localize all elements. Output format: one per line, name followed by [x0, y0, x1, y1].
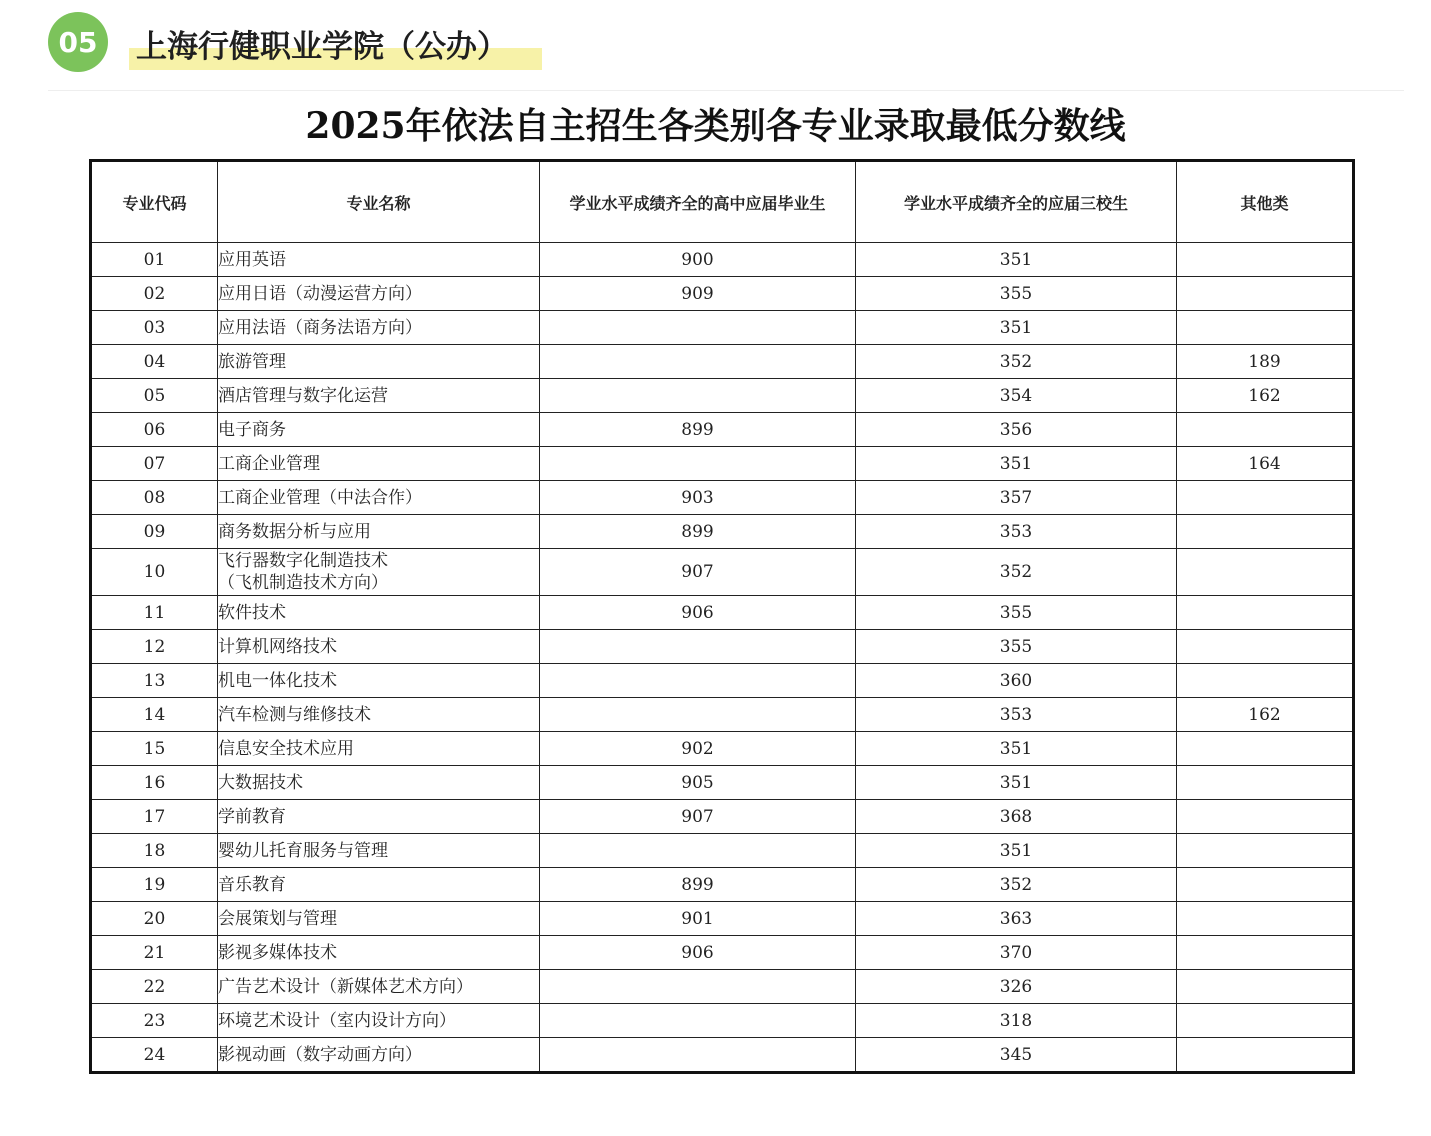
- three-school-score-cell: 357: [856, 481, 1177, 515]
- other-score-cell: [1177, 311, 1354, 345]
- high-school-score-cell: [540, 698, 856, 732]
- other-score-cell: [1177, 413, 1354, 447]
- major-name-text: 应用法语（商务法语方向）: [218, 317, 422, 338]
- high-school-score-cell: [540, 345, 856, 379]
- table-row: [91, 1004, 1354, 1038]
- major-name-cell: [218, 834, 540, 868]
- three-school-score-cell: 351: [856, 834, 1177, 868]
- major-name-cell: [218, 447, 540, 481]
- major-code-cell: 05: [91, 379, 218, 413]
- high-school-score-cell: [540, 970, 856, 1004]
- major-code-cell: 24: [91, 1038, 218, 1073]
- three-school-score-cell: 345: [856, 1038, 1177, 1073]
- major-name-text: 影视多媒体技术: [218, 942, 337, 963]
- three-school-score-cell: 352: [856, 868, 1177, 902]
- major-name-cell: [218, 868, 540, 902]
- table-row: [91, 868, 1354, 902]
- table-body: [91, 243, 1354, 1073]
- school-name: 上海行健职业学院（公办）: [136, 29, 508, 65]
- major-name-text: 软件技术: [218, 602, 286, 623]
- high-school-score-cell: 899: [540, 413, 856, 447]
- major-name-text: 环境艺术设计（室内设计方向）: [218, 1010, 456, 1031]
- major-code-cell: 22: [91, 970, 218, 1004]
- three-school-score-cell: 326: [856, 970, 1177, 1004]
- table-row: [91, 311, 1354, 345]
- major-name-text: 商务数据分析与应用: [218, 521, 371, 542]
- table-row: [91, 413, 1354, 447]
- major-name-text: 旅游管理: [218, 351, 286, 372]
- major-code-cell: 23: [91, 1004, 218, 1038]
- high-school-score-cell: 902: [540, 732, 856, 766]
- table-row: [91, 277, 1354, 311]
- three-school-score-cell: 370: [856, 936, 1177, 970]
- three-school-score-cell: 351: [856, 447, 1177, 481]
- major-code-cell: 02: [91, 277, 218, 311]
- major-name-text: 汽车检测与维修技术: [218, 704, 371, 725]
- three-school-score-cell: 355: [856, 630, 1177, 664]
- other-score-cell: [1177, 243, 1354, 277]
- col-header-three-school: 学业水平成绩齐全的应届三校生: [856, 161, 1177, 243]
- major-name-cell: [218, 1038, 540, 1073]
- table-header-row: [91, 161, 1354, 243]
- major-code-cell: 13: [91, 664, 218, 698]
- table-row: [91, 834, 1354, 868]
- section-number-badge: 05: [48, 12, 108, 72]
- table-row: [91, 1038, 1354, 1073]
- three-school-score-cell: 351: [856, 766, 1177, 800]
- major-name-text: 婴幼儿托育服务与管理: [218, 840, 388, 861]
- high-school-score-cell: [540, 379, 856, 413]
- high-school-score-cell: [540, 664, 856, 698]
- three-school-score-cell: 355: [856, 596, 1177, 630]
- three-school-score-cell: 360: [856, 664, 1177, 698]
- three-school-score-cell: 353: [856, 698, 1177, 732]
- major-name-cell: [218, 902, 540, 936]
- high-school-score-cell: 907: [540, 549, 856, 596]
- three-school-score-cell: 354: [856, 379, 1177, 413]
- three-school-score-cell: 355: [856, 277, 1177, 311]
- major-code-cell: 21: [91, 936, 218, 970]
- other-score-cell: 164: [1177, 447, 1354, 481]
- table-row: [91, 698, 1354, 732]
- major-name-cell: [218, 800, 540, 834]
- major-name-cell: [218, 311, 540, 345]
- high-school-score-cell: [540, 447, 856, 481]
- three-school-score-cell: 368: [856, 800, 1177, 834]
- major-code-cell: 08: [91, 481, 218, 515]
- major-name-cell: [218, 481, 540, 515]
- other-score-cell: [1177, 630, 1354, 664]
- major-name-cell: [218, 515, 540, 549]
- other-score-cell: 162: [1177, 698, 1354, 732]
- major-name-text: 酒店管理与数字化运营: [218, 385, 388, 406]
- other-score-cell: [1177, 515, 1354, 549]
- major-code-cell: 07: [91, 447, 218, 481]
- major-name-cell: [218, 379, 540, 413]
- major-name-cell: [218, 596, 540, 630]
- major-code-cell: 17: [91, 800, 218, 834]
- table-row: [91, 732, 1354, 766]
- major-name-cell: [218, 413, 540, 447]
- major-name-text: 信息安全技术应用: [218, 738, 354, 759]
- major-name-cell: [218, 970, 540, 1004]
- major-name-text: 影视动画（数字动画方向）: [218, 1044, 422, 1065]
- other-score-cell: [1177, 1038, 1354, 1073]
- major-name-cell: [218, 732, 540, 766]
- table-row: [91, 596, 1354, 630]
- high-school-score-cell: 907: [540, 800, 856, 834]
- other-score-cell: [1177, 800, 1354, 834]
- document-title: 2025年依法自主招生各类别各专业录取最低分数线: [305, 105, 1126, 147]
- admission-score-table: [89, 159, 1355, 1074]
- three-school-score-cell: 353: [856, 515, 1177, 549]
- other-score-cell: [1177, 970, 1354, 1004]
- major-name-cell: [218, 936, 540, 970]
- col-header-name: 专业名称: [218, 161, 540, 243]
- other-score-cell: [1177, 664, 1354, 698]
- major-code-cell: 16: [91, 766, 218, 800]
- table-row: [91, 549, 1354, 596]
- major-name-text-line2: （飞机制造技术方向）: [218, 573, 388, 593]
- high-school-score-cell: 905: [540, 766, 856, 800]
- major-name-cell: [218, 277, 540, 311]
- major-code-cell: 14: [91, 698, 218, 732]
- major-code-cell: 18: [91, 834, 218, 868]
- table-row: [91, 664, 1354, 698]
- major-code-cell: 12: [91, 630, 218, 664]
- major-code-cell: 10: [91, 549, 218, 596]
- high-school-score-cell: 899: [540, 515, 856, 549]
- other-score-cell: [1177, 277, 1354, 311]
- major-code-cell: 20: [91, 902, 218, 936]
- major-name-cell: [218, 345, 540, 379]
- major-name-cell: [218, 1004, 540, 1038]
- major-name-cell: [218, 766, 540, 800]
- major-name-text: 应用英语: [218, 249, 286, 270]
- high-school-score-cell: [540, 1004, 856, 1038]
- high-school-score-cell: 906: [540, 936, 856, 970]
- major-name-text: 应用日语（动漫运营方向）: [218, 283, 422, 304]
- col-header-other: 其他类: [1177, 161, 1354, 243]
- other-score-cell: [1177, 868, 1354, 902]
- other-score-cell: [1177, 766, 1354, 800]
- three-school-score-cell: 363: [856, 902, 1177, 936]
- high-school-score-cell: 899: [540, 868, 856, 902]
- col-header-high-school: 学业水平成绩齐全的高中应届毕业生: [540, 161, 856, 243]
- major-name-cell: [218, 549, 540, 596]
- high-school-score-cell: 901: [540, 902, 856, 936]
- major-name-text: 会展策划与管理: [218, 908, 337, 929]
- table-row: [91, 766, 1354, 800]
- major-code-cell: 11: [91, 596, 218, 630]
- major-name-text: 工商企业管理（中法合作）: [218, 487, 422, 508]
- other-score-cell: 189: [1177, 345, 1354, 379]
- table-row: [91, 515, 1354, 549]
- major-name-text: 飞行器数字化制造技术: [218, 551, 388, 571]
- table-row: [91, 936, 1354, 970]
- col-header-code: 专业代码: [91, 161, 218, 243]
- high-school-score-cell: [540, 630, 856, 664]
- major-code-cell: 04: [91, 345, 218, 379]
- major-code-cell: 19: [91, 868, 218, 902]
- major-name-text: 音乐教育: [218, 874, 286, 895]
- table-row: [91, 243, 1354, 277]
- major-name-text: 工商企业管理: [218, 453, 320, 474]
- high-school-score-cell: [540, 1038, 856, 1073]
- high-school-score-cell: 903: [540, 481, 856, 515]
- major-code-cell: 03: [91, 311, 218, 345]
- major-code-cell: 09: [91, 515, 218, 549]
- other-score-cell: [1177, 834, 1354, 868]
- other-score-cell: [1177, 549, 1354, 596]
- table-row: [91, 481, 1354, 515]
- table-row: [91, 447, 1354, 481]
- high-school-score-cell: 909: [540, 277, 856, 311]
- major-name-text: 计算机网络技术: [218, 636, 337, 657]
- other-score-cell: [1177, 936, 1354, 970]
- high-school-score-cell: [540, 311, 856, 345]
- high-school-score-cell: [540, 834, 856, 868]
- three-school-score-cell: 351: [856, 243, 1177, 277]
- three-school-score-cell: 352: [856, 345, 1177, 379]
- major-name-text: 学前教育: [218, 806, 286, 827]
- table-row: [91, 379, 1354, 413]
- major-name-text: 大数据技术: [218, 772, 303, 793]
- major-name-text: 电子商务: [218, 419, 286, 440]
- other-score-cell: [1177, 902, 1354, 936]
- major-name-text: 机电一体化技术: [218, 670, 337, 691]
- three-school-score-cell: 318: [856, 1004, 1177, 1038]
- major-code-cell: 06: [91, 413, 218, 447]
- table-row: [91, 345, 1354, 379]
- table-row: [91, 800, 1354, 834]
- three-school-score-cell: 352: [856, 549, 1177, 596]
- table-row: [91, 630, 1354, 664]
- major-name-text: 广告艺术设计（新媒体艺术方向）: [218, 976, 473, 997]
- other-score-cell: [1177, 732, 1354, 766]
- three-school-score-cell: 351: [856, 732, 1177, 766]
- section-header: [48, 10, 1404, 90]
- table-row: [91, 902, 1354, 936]
- high-school-score-cell: 900: [540, 243, 856, 277]
- three-school-score-cell: 356: [856, 413, 1177, 447]
- high-school-score-cell: 906: [540, 596, 856, 630]
- three-school-score-cell: 351: [856, 311, 1177, 345]
- major-code-cell: 15: [91, 732, 218, 766]
- major-code-cell: 01: [91, 243, 218, 277]
- other-score-cell: [1177, 596, 1354, 630]
- other-score-cell: [1177, 1004, 1354, 1038]
- table-row: [91, 970, 1354, 1004]
- other-score-cell: 162: [1177, 379, 1354, 413]
- major-name-cell: [218, 664, 540, 698]
- major-name-cell: [218, 243, 540, 277]
- header-divider: [48, 90, 1404, 91]
- major-name-cell: [218, 698, 540, 732]
- major-name-cell: [218, 630, 540, 664]
- other-score-cell: [1177, 481, 1354, 515]
